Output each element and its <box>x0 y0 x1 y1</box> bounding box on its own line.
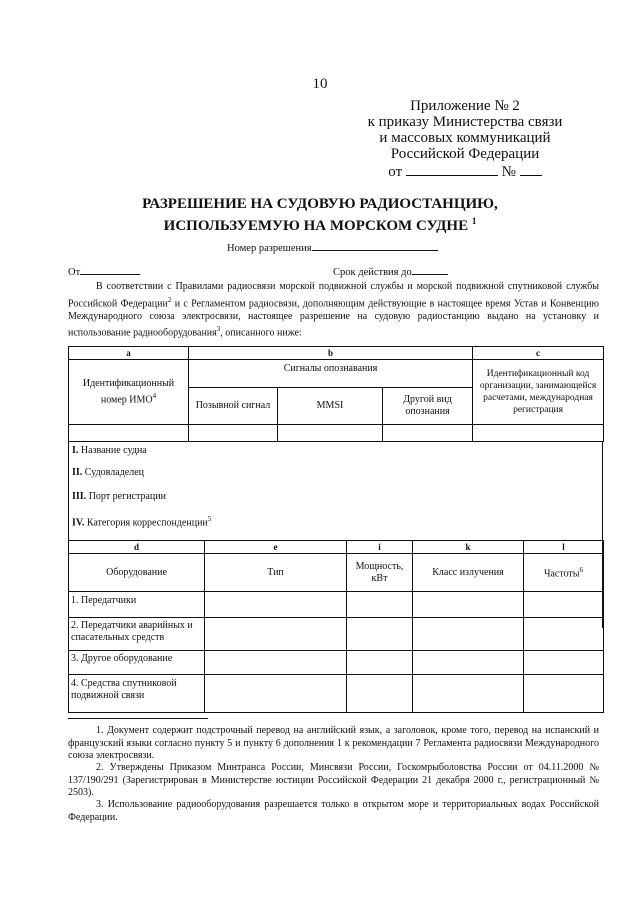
cell[interactable] <box>347 592 413 618</box>
callsign-header: Позывной сигнал <box>189 388 278 425</box>
cell[interactable] <box>347 651 413 675</box>
section-3-label: Порт регистрации <box>88 491 166 502</box>
intro-footnote-mark-3: 3 <box>216 325 221 334</box>
appendix-line-1: Приложение № 2 <box>410 98 520 114</box>
appendix-line-2: к приказу Министерства связи <box>367 114 563 130</box>
appendix-line-3: и массовых коммуникаций <box>379 130 551 146</box>
intro-footnote-mark-2: 2 <box>167 295 172 304</box>
footnote-2: 2. Утверждены Приказом Минтранса России, Минсвязи России, Госкомрыболовства России от 04.11.2000 № 137/190/291 (Зарегистрирован в Министерстве юстиции Российской Федерации 21 декабря 2000 г., регистрационный № 2503). <box>68 762 599 798</box>
identification-table <box>68 346 604 442</box>
footnote-3: 3. Использование радиооборудования разрешается только в открытом море и территориальных водах Российской Федерации. <box>68 799 599 823</box>
cell[interactable] <box>524 592 604 618</box>
cell[interactable] <box>413 592 524 618</box>
appendix-date-blank[interactable] <box>406 162 498 176</box>
appendix-number-label: № <box>501 164 516 180</box>
row-emergency-transmitters: 2. Передатчики аварийных и спасательных средств <box>69 618 205 651</box>
signals-header: Сигналы опознавания <box>189 360 473 388</box>
section-3-number: III. <box>72 491 87 502</box>
cell[interactable] <box>205 618 347 651</box>
row-transmitters: 1. Передатчики <box>69 592 205 618</box>
imo-cell[interactable] <box>69 425 189 442</box>
type-header: Тип <box>205 554 347 592</box>
cell[interactable] <box>413 651 524 675</box>
cell[interactable] <box>205 651 347 675</box>
mmsi-cell[interactable] <box>278 425 383 442</box>
section-port[interactable] <box>72 491 166 502</box>
column-letter-c: c <box>473 347 604 360</box>
appendix-header <box>360 98 570 180</box>
cell[interactable] <box>524 675 604 713</box>
footnote-1: 1. Документ содержит подстрочный перевод на английский язык, а заголовок, кроме того, перевод на испанский и французский языки согласно пункту 5 и пункту 6 дополнения 1 к рекомендации 7 Регламента радиосвязи Международного союза электросвязи. <box>68 725 599 761</box>
other-id-header: Другой вид опознания <box>383 388 473 425</box>
permit-number-blank[interactable] <box>312 240 438 251</box>
validity-blank[interactable] <box>412 264 448 275</box>
imo-header <box>69 360 189 425</box>
section-category[interactable] <box>72 515 211 528</box>
column-letter-d: d <box>69 541 205 554</box>
section-1-number: I. <box>72 445 79 456</box>
frequency-header <box>524 554 604 592</box>
appendix-number-blank[interactable] <box>520 162 542 176</box>
intro-text-1: В соответствии с Правилами радиосвязи морской подвижной службы и морской подвижной спутниковой службы Российской Федерации <box>68 281 599 309</box>
title-footnote-mark: 1 <box>471 216 477 226</box>
cell[interactable] <box>524 618 604 651</box>
section-1-label: Название судна <box>80 445 147 456</box>
section-owner[interactable] <box>72 467 144 478</box>
cell[interactable] <box>413 618 524 651</box>
footnote-separator <box>68 718 208 719</box>
intro-paragraph <box>68 281 599 340</box>
other-id-cell[interactable] <box>383 425 473 442</box>
row-satellite-equipment: 4. Средства спутниковой подвижной связи <box>69 675 205 713</box>
appendix-line-4: Российской Федерации <box>390 146 540 162</box>
intro-text-2: и с Регламентом радиосвязи, дополняющим действующие в настоящее время Устав и Конвенцию Международного союза электросвязи, настоящее разрешение на судовую радиостанцию выдано на установку и использование радиооборудования <box>68 297 600 339</box>
section-4-label: Категория корреспонденции <box>86 517 208 529</box>
appendix-from-label: от <box>388 164 403 180</box>
power-header: Мощность, кВт <box>347 554 413 592</box>
cell[interactable] <box>413 675 524 713</box>
cell[interactable] <box>205 675 347 713</box>
equipment-header: Оборудование <box>69 554 205 592</box>
column-letter-e: e <box>205 541 347 554</box>
callsign-cell[interactable] <box>189 425 278 442</box>
section-4-footnote-mark: 5 <box>207 515 212 523</box>
row-other-equipment: 3. Другое оборудование <box>69 651 205 675</box>
frequency-footnote-mark: 6 <box>579 566 584 575</box>
cell[interactable] <box>205 592 347 618</box>
section-4-number: IV. <box>72 517 85 529</box>
validity-label: Срок действия до <box>333 267 412 278</box>
section-2-label: Судовладелец <box>84 467 145 478</box>
mmsi-header: MMSI <box>278 388 383 425</box>
column-letter-a: a <box>69 347 189 360</box>
org-code-cell[interactable] <box>473 425 604 442</box>
emission-header: Класс излучения <box>413 554 524 592</box>
appendix-date-number-line <box>360 162 570 180</box>
imo-label: Идентификационный номер ИМО <box>82 377 175 406</box>
permit-number-label: Номер разрешения <box>227 243 312 254</box>
imo-footnote-mark: 4 <box>152 391 157 400</box>
section-2-number: II. <box>72 467 83 478</box>
page-number: 10 <box>312 76 328 92</box>
org-code-header: Идентификационный код организации, занимающейся расчетами, международная регистрация <box>473 360 604 425</box>
cell[interactable] <box>524 651 604 675</box>
from-label: От <box>68 267 81 278</box>
permit-number-row <box>227 240 438 254</box>
frequency-label: Частоты <box>543 568 580 580</box>
column-letter-l: l <box>524 541 604 554</box>
section-vessel-name[interactable] <box>72 445 147 456</box>
title-line-1: РАЗРЕШЕНИЕ НА СУДОВУЮ РАДИОСТАНЦИЮ, <box>142 196 498 212</box>
from-blank[interactable] <box>80 264 140 275</box>
validity-row <box>333 264 448 278</box>
from-row <box>68 264 140 278</box>
title-line-2: ИСПОЛЬЗУЕМУЮ НА МОРСКОМ СУДНЕ <box>163 218 469 234</box>
document-title <box>0 196 640 235</box>
intro-text-3: , описанного ниже: <box>220 327 302 339</box>
cell[interactable] <box>347 675 413 713</box>
column-letter-i: i <box>347 541 413 554</box>
column-letter-k: k <box>413 541 524 554</box>
cell[interactable] <box>347 618 413 651</box>
equipment-table <box>68 540 604 713</box>
column-letter-b: b <box>189 347 473 360</box>
